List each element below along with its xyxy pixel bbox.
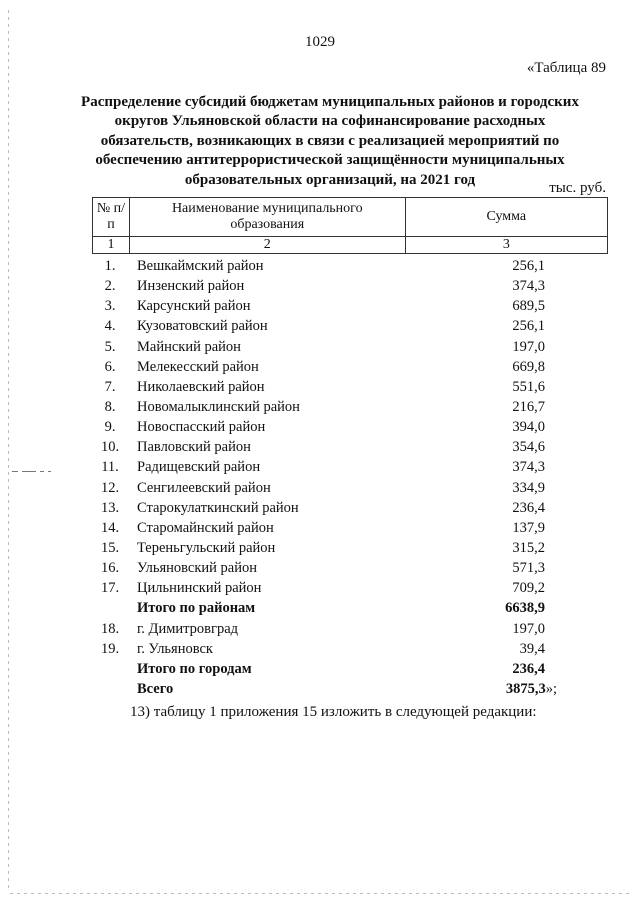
col-number-3: 3 <box>405 237 607 254</box>
col-number-2: 2 <box>129 237 405 254</box>
row-name: Радищевский район <box>137 459 261 476</box>
row-num: 13. <box>100 499 120 516</box>
table-row <box>92 276 608 296</box>
header-sum-label: Сумма <box>486 209 527 224</box>
table-row <box>92 337 608 357</box>
row-sum: 551,6 <box>512 378 545 395</box>
footer-instruction: 13) таблицу 1 приложения 15 изложить в следующей редакции: <box>130 704 537 720</box>
row-sum: 571,3 <box>512 560 545 577</box>
table-row <box>92 518 608 538</box>
row-num: 14. <box>100 519 120 536</box>
row-sum: 315,2 <box>512 539 545 556</box>
page-number: 1029 <box>305 34 335 50</box>
row-sum: 197,0 <box>512 620 545 637</box>
table-header <box>92 197 608 254</box>
table-row <box>92 397 608 417</box>
row-name: Сенгилеевский район <box>137 479 271 496</box>
row-name: Карсунский район <box>137 298 251 315</box>
row-sum: 256,1 <box>512 258 545 274</box>
table-row <box>92 498 608 518</box>
row-sum: 669,8 <box>512 358 545 375</box>
row-name: г. Димитровград <box>137 620 239 637</box>
row-sum: 39,4 <box>519 640 545 657</box>
row-num: 17. <box>100 580 120 597</box>
grand-total-row <box>92 679 608 699</box>
total-cities-label: Итого по городам <box>137 660 252 677</box>
table-row <box>92 538 608 558</box>
table-row <box>92 478 608 498</box>
row-name: Майнский район <box>137 338 241 355</box>
row-name: Новоспасский район <box>137 419 266 436</box>
scan-edge-bottom <box>10 893 630 894</box>
row-num: 12. <box>100 479 120 496</box>
table-row <box>92 357 608 377</box>
header-sum <box>405 198 607 237</box>
unit-label: тыс. руб. <box>549 180 606 196</box>
row-num: 3. <box>104 298 116 315</box>
row-sum: 354,6 <box>512 439 545 456</box>
scan-artifact <box>12 462 55 480</box>
scan-edge-left <box>8 10 9 890</box>
grand-total-label: Всего <box>137 680 174 697</box>
row-name: г. Ульяновск <box>137 640 213 657</box>
row-name: Павловский район <box>137 439 251 456</box>
total-districts-row <box>92 598 608 618</box>
row-name: Кузоватовский район <box>137 318 268 335</box>
col-number-1: 1 <box>93 237 130 254</box>
header-name <box>129 198 405 237</box>
table-row <box>92 639 608 659</box>
row-num: 2. <box>104 278 116 295</box>
row-num: 16. <box>100 560 120 577</box>
row-sum: 334,9 <box>512 479 545 496</box>
table-row <box>92 457 608 477</box>
table-row <box>92 619 608 639</box>
row-sum: 236,4 <box>512 499 545 516</box>
header-name-label: Наименование муниципального образования <box>171 201 363 232</box>
row-name: Старокулаткинский район <box>137 499 299 516</box>
total-cities-sum: 236,4 <box>512 660 545 677</box>
row-sum: 709,2 <box>512 580 545 597</box>
row-num: 9. <box>104 419 116 436</box>
row-num: 1. <box>104 258 116 274</box>
row-name: Цильнинский район <box>137 580 262 597</box>
row-sum: 374,3 <box>512 278 545 295</box>
table-row <box>92 256 608 276</box>
row-name: Николаевский район <box>137 378 265 395</box>
row-name: Вешкаймский район <box>137 258 264 274</box>
row-name: Ульяновский район <box>137 560 258 577</box>
row-sum: 216,7 <box>512 398 545 415</box>
row-num: 11. <box>101 459 119 476</box>
header-num <box>93 198 130 237</box>
table-row <box>92 377 608 397</box>
row-num: 4. <box>104 318 116 335</box>
table-reference: «Таблица 89 <box>526 60 606 76</box>
row-sum: 256,1 <box>512 318 545 335</box>
table-row <box>92 558 608 578</box>
row-sum: 374,3 <box>512 459 545 476</box>
row-name: Старомайнский район <box>137 519 274 536</box>
row-num: 18. <box>100 620 120 637</box>
table-row <box>92 578 608 598</box>
grand-total-sum <box>506 679 557 699</box>
table-row <box>92 437 608 457</box>
grand-total-value: 3875,3 <box>505 680 546 697</box>
row-num: 5. <box>104 338 116 355</box>
row-num: 15. <box>100 539 120 556</box>
row-sum: 394,0 <box>512 419 545 436</box>
table-row <box>92 417 608 437</box>
row-sum: 197,0 <box>512 338 545 355</box>
row-num: 6. <box>104 358 116 375</box>
table-row <box>92 316 608 336</box>
total-districts-label: Итого по районам <box>137 600 256 617</box>
row-name: Мелекесский район <box>137 358 259 375</box>
row-name: Инзенский район <box>137 278 245 295</box>
row-name: Новомалыклинский район <box>137 398 300 415</box>
row-num: 10. <box>100 439 120 456</box>
row-num: 7. <box>104 378 116 395</box>
header-num-label: № п/п <box>96 201 126 232</box>
total-cities-row <box>92 659 608 679</box>
row-sum: 137,9 <box>512 519 545 536</box>
row-num: 19. <box>100 640 120 657</box>
row-name: Тереньгульский район <box>137 539 276 556</box>
row-sum: 689,5 <box>512 298 545 315</box>
closing-quote: »; <box>545 680 557 697</box>
table-title: Распределение субсидий бюджетам муниципальных районов и городских округов Ульяновской области на софинансирование расходных обязательств, возникающих в связи с реализацией мероприятий по обеспечению антитеррористической защищённости муниципальных образовательных организаций, на 2021 год <box>81 94 579 188</box>
total-districts-sum: 6638,9 <box>505 600 545 617</box>
table-row <box>92 296 608 316</box>
table-body <box>92 256 608 699</box>
row-num: 8. <box>104 398 116 415</box>
